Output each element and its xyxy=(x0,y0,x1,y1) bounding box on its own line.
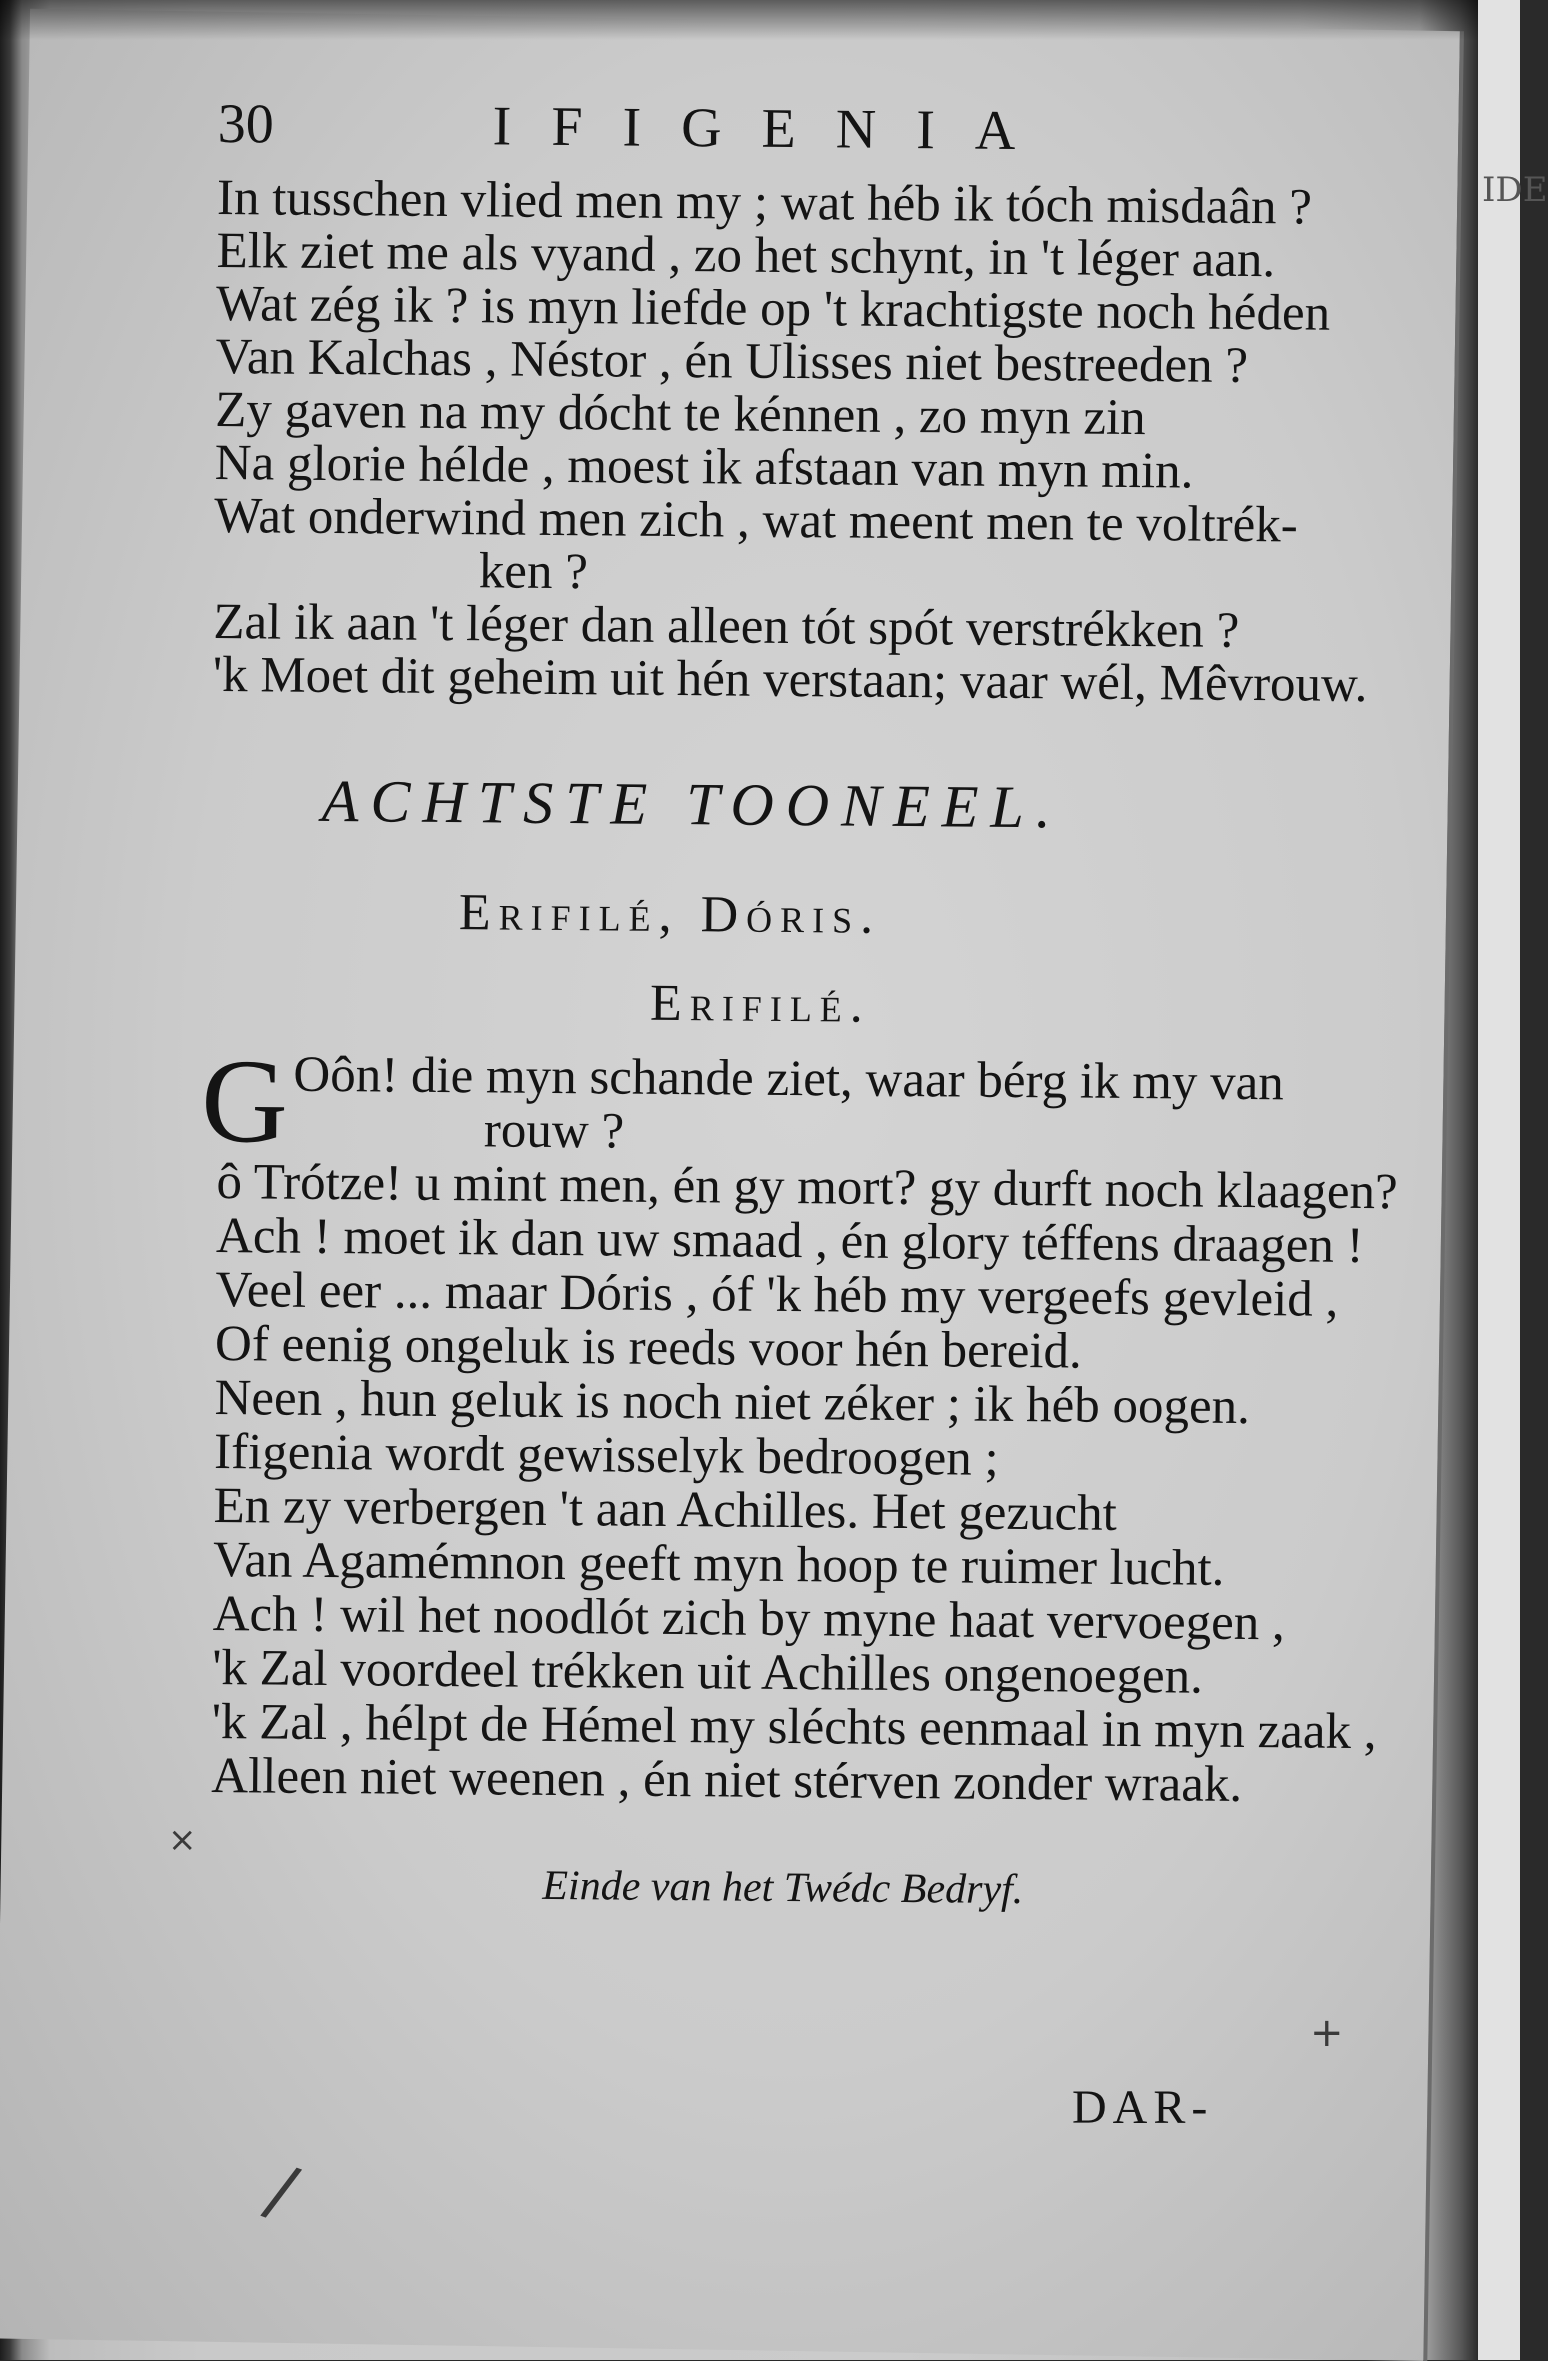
verse-line: 'k Moet dit geheim uit hén verstaan; vaar wél, Mêvrouw. xyxy=(212,646,1368,714)
verse-line: Neen , hun geluk is noch niet zéker ; ik héb oogen. xyxy=(214,1370,1251,1436)
catchword: DAR- xyxy=(1072,2081,1214,2134)
character-list: Erifilé, Dóris. xyxy=(458,884,882,945)
end-of-act-note: Einde van het Twédc Bedryf. xyxy=(542,1862,1024,1914)
page-text xyxy=(202,92,1448,1918)
pencil-mark-icon: + xyxy=(1310,2010,1344,2056)
page-shadow xyxy=(0,0,1520,40)
pencil-mark-icon: × xyxy=(168,1820,197,1860)
verse-line: 'k Zal , hélpt de Hémel my sléchts eenmaal in myn zaak , xyxy=(211,1694,1377,1761)
verse-line: Van Agamémnon geeft myn hoop te ruimer lucht. xyxy=(212,1532,1225,1597)
speech-block xyxy=(200,1033,1440,1814)
verse-line: Alleen niet weenen , én niet stérven zonder wraak. xyxy=(211,1748,1243,1814)
verse-line: Ifigenia wordt gewisselyk bedroogen ; xyxy=(213,1424,999,1487)
verse-block-1 xyxy=(212,169,1448,714)
adjacent-page-text: IDE xyxy=(1482,170,1548,210)
verse-line: Van Kalchas , Néstor , én Ulisses niet bestreeden ? xyxy=(215,328,1249,394)
verse-line: Ach ! moet ik dan uw smaad , én glory téffens draagen ! xyxy=(215,1208,1364,1275)
verse-line: Zy gaven na my dócht te kénnen , zo myn zin xyxy=(214,381,1146,447)
verse-line: Veel eer ... maar Dóris , óf 'k héb my vergeefs gevleid , xyxy=(215,1262,1339,1328)
verse-line: Ach ! wil het noodlót zich by myne haat vervoegen , xyxy=(212,1586,1286,1652)
verse-line-continuation: ken ? xyxy=(478,543,589,601)
verse-line: Wat onderwind men zich , wat meent men te voltrék- xyxy=(214,487,1299,554)
first-line-text: Oôn! die myn schande ziet, waar bérg ik my van xyxy=(293,1046,1285,1112)
running-head-title: IFIGENIA xyxy=(492,95,1056,163)
pencil-mark-icon: / xyxy=(256,2148,307,2234)
verse-line-continuation: rouw ? xyxy=(483,1102,625,1160)
page-number: 30 xyxy=(217,92,274,156)
verse-line: 'k Zal voordeel trékken uit Achilles ongenoegen. xyxy=(212,1640,1204,1705)
verse-line: Of eenig ongeluk is reeds voor hén bereid. xyxy=(214,1316,1083,1380)
verse-line: ô Trótze! u mint men, én gy mort? gy durft noch klaagen? xyxy=(216,1154,1398,1221)
speaker-name: Erifilé. xyxy=(649,974,872,1034)
verse-line: En zy verbergen 't aan Achilles. Het gezucht xyxy=(213,1478,1118,1542)
adjacent-page-edge xyxy=(1478,0,1548,2360)
verse-line: Wat zég ik ? is myn liefde op 't krachtigste noch héden xyxy=(215,275,1331,342)
drop-cap: G xyxy=(200,1033,289,1168)
scene-title: ACHTSTE TOONEEL. xyxy=(321,767,1064,841)
verse-line: Elk ziet me als vyand , zo het schynt, in 't léger aan. xyxy=(216,222,1276,289)
verse-line: In tusschen vlied men my ; wat héb ik tóch misdaân ? xyxy=(216,169,1313,236)
running-head xyxy=(217,92,1448,183)
verse-line: Na glorie hélde , moest ik afstaan van myn min. xyxy=(214,434,1194,500)
verse-line: Zal ik aan 't léger dan alleen tót spót verstrékken ? xyxy=(213,593,1240,659)
